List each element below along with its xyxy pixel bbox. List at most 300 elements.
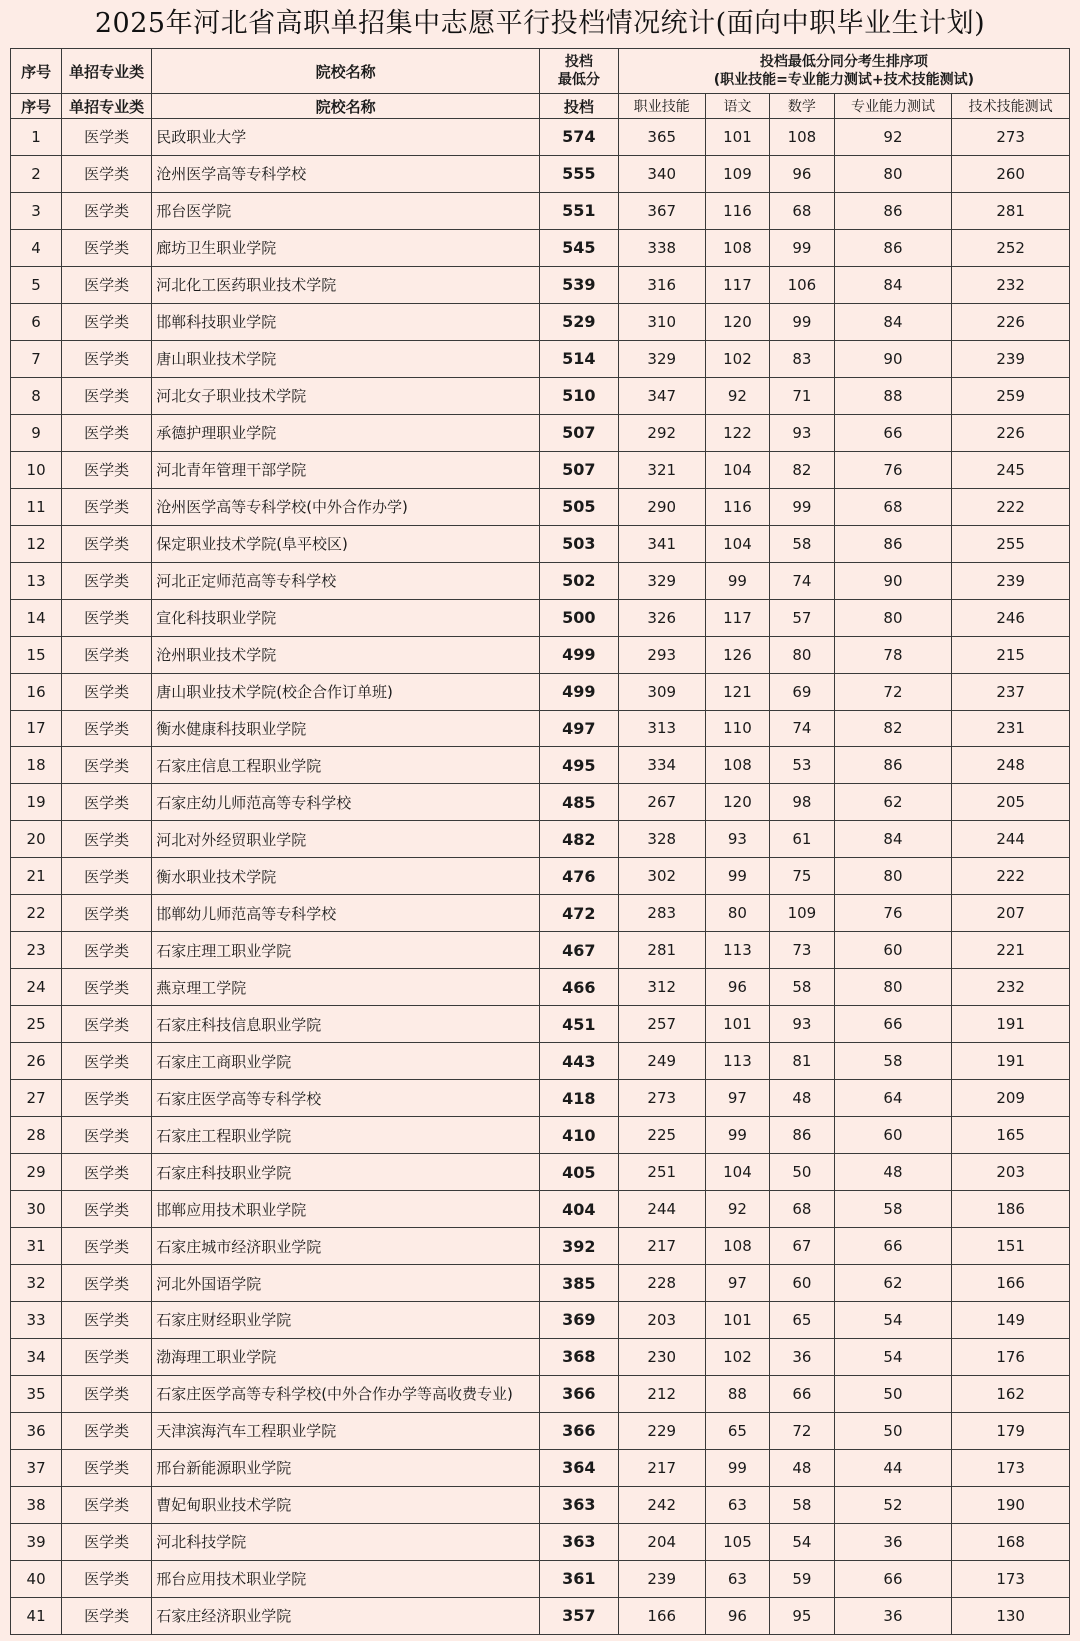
cell-category: 医学类 (62, 636, 152, 673)
cell-tech-test: 149 (952, 1302, 1070, 1339)
cell-tech-test: 165 (952, 1117, 1070, 1154)
table-row (11, 303, 1070, 340)
cell-math: 99 (770, 303, 834, 340)
cell-ability-test: 68 (834, 488, 952, 525)
cell-seq: 33 (11, 1302, 62, 1339)
cell-vocational-skill: 203 (618, 1302, 705, 1339)
cell-school: 石家庄工程职业学院 (152, 1117, 540, 1154)
cell-seq: 37 (11, 1449, 62, 1486)
cell-vocational-skill: 212 (618, 1375, 705, 1412)
cell-vocational-skill: 273 (618, 1080, 705, 1117)
cell-lowest-score: 507 (539, 414, 618, 451)
cell-ability-test: 36 (834, 1597, 952, 1634)
cell-ability-test: 66 (834, 414, 952, 451)
table-row (11, 636, 1070, 673)
cell-ability-test: 58 (834, 1043, 952, 1080)
cell-vocational-skill: 281 (618, 932, 705, 969)
cell-lowest-score: 497 (539, 710, 618, 747)
table-body (11, 119, 1070, 1635)
cell-math: 108 (770, 119, 834, 156)
cell-seq: 16 (11, 673, 62, 710)
cell-chinese: 108 (705, 1228, 769, 1265)
cell-math: 48 (770, 1449, 834, 1486)
cell-school: 廊坊卫生职业学院 (152, 229, 540, 266)
table-row (11, 1302, 1070, 1339)
cell-tech-test: 231 (952, 710, 1070, 747)
tiebreak-group-title: 投档最低分同分考生排序项 (759, 54, 928, 70)
cell-category: 医学类 (62, 1523, 152, 1560)
cell-seq: 13 (11, 562, 62, 599)
cell-lowest-score: 482 (539, 821, 618, 858)
cell-tech-test: 222 (952, 488, 1070, 525)
cell-category: 医学类 (62, 599, 152, 636)
cell-tech-test: 237 (952, 673, 1070, 710)
table-row (11, 821, 1070, 858)
cell-ability-test: 66 (834, 1228, 952, 1265)
table-row (11, 1412, 1070, 1449)
cell-tech-test: 207 (952, 895, 1070, 932)
cell-ability-test: 62 (834, 784, 952, 821)
cell-math: 67 (770, 1228, 834, 1265)
cell-school: 燕京理工学院 (152, 969, 540, 1006)
cell-lowest-score: 405 (539, 1154, 618, 1191)
cell-category: 医学类 (62, 1117, 152, 1154)
cell-vocational-skill: 242 (618, 1486, 705, 1523)
cell-seq: 14 (11, 599, 62, 636)
cell-vocational-skill: 321 (618, 451, 705, 488)
cell-ability-test: 86 (834, 747, 952, 784)
cell-seq: 29 (11, 1154, 62, 1191)
cell-lowest-score: 529 (539, 303, 618, 340)
table-row (11, 1080, 1070, 1117)
table-row (11, 119, 1070, 156)
cell-school: 河北外国语学院 (152, 1265, 540, 1302)
cell-ability-test: 84 (834, 266, 952, 303)
cell-category: 医学类 (62, 1265, 152, 1302)
cell-tech-test: 162 (952, 1375, 1070, 1412)
cell-category: 医学类 (62, 1302, 152, 1339)
cell-seq: 1 (11, 119, 62, 156)
cell-math: 54 (770, 1523, 834, 1560)
table-row (11, 710, 1070, 747)
col-header-seq: 序号 (11, 49, 62, 94)
cell-tech-test: 166 (952, 1265, 1070, 1302)
table-row (11, 1154, 1070, 1191)
cell-school: 河北女子职业技术学院 (152, 377, 540, 414)
cell-seq: 26 (11, 1043, 62, 1080)
cell-category: 医学类 (62, 303, 152, 340)
cell-math: 58 (770, 1486, 834, 1523)
cell-math: 95 (770, 1597, 834, 1634)
table-row (11, 525, 1070, 562)
cell-category: 医学类 (62, 562, 152, 599)
cell-vocational-skill: 309 (618, 673, 705, 710)
cell-lowest-score: 366 (539, 1412, 618, 1449)
cell-category: 医学类 (62, 1597, 152, 1634)
cell-school: 邯郸幼儿师范高等专科学校 (152, 895, 540, 932)
cell-school: 河北科技学院 (152, 1523, 540, 1560)
cell-seq: 5 (11, 266, 62, 303)
cell-ability-test: 90 (834, 562, 952, 599)
cell-lowest-score: 357 (539, 1597, 618, 1634)
cell-ability-test: 80 (834, 599, 952, 636)
cell-ability-test: 62 (834, 1265, 952, 1302)
cell-vocational-skill: 326 (618, 599, 705, 636)
cell-seq: 38 (11, 1486, 62, 1523)
subheader-seq: 序号 (11, 94, 62, 119)
cell-school: 邢台医学院 (152, 192, 540, 229)
cell-seq: 11 (11, 488, 62, 525)
cell-school: 河北青年管理干部学院 (152, 451, 540, 488)
cell-school: 石家庄幼儿师范高等专科学校 (152, 784, 540, 821)
cell-ability-test: 80 (834, 969, 952, 1006)
cell-vocational-skill: 329 (618, 562, 705, 599)
cell-math: 99 (770, 488, 834, 525)
subheader-ability: 专业能力测试 (834, 94, 952, 119)
cell-seq: 36 (11, 1412, 62, 1449)
cell-ability-test: 60 (834, 1117, 952, 1154)
cell-ability-test: 54 (834, 1302, 952, 1339)
cell-lowest-score: 363 (539, 1486, 618, 1523)
cell-lowest-score: 551 (539, 192, 618, 229)
cell-ability-test: 88 (834, 377, 952, 414)
cell-lowest-score: 555 (539, 155, 618, 192)
cell-category: 医学类 (62, 710, 152, 747)
cell-category: 医学类 (62, 1338, 152, 1375)
table-row (11, 1338, 1070, 1375)
table-row (11, 747, 1070, 784)
cell-category: 医学类 (62, 969, 152, 1006)
cell-math: 65 (770, 1302, 834, 1339)
cell-chinese: 99 (705, 1449, 769, 1486)
cell-chinese: 88 (705, 1375, 769, 1412)
table-row (11, 858, 1070, 895)
subheader-school: 院校名称 (152, 94, 540, 119)
cell-math: 68 (770, 192, 834, 229)
cell-vocational-skill: 239 (618, 1560, 705, 1597)
cell-ability-test: 86 (834, 229, 952, 266)
cell-seq: 18 (11, 747, 62, 784)
cell-tech-test: 173 (952, 1449, 1070, 1486)
cell-school: 邢台新能源职业学院 (152, 1449, 540, 1486)
cell-chinese: 96 (705, 1597, 769, 1634)
cell-tech-test: 281 (952, 192, 1070, 229)
cell-seq: 39 (11, 1523, 62, 1560)
cell-chinese: 110 (705, 710, 769, 747)
cell-school: 衡水职业技术学院 (152, 858, 540, 895)
cell-vocational-skill: 340 (618, 155, 705, 192)
cell-chinese: 102 (705, 340, 769, 377)
cell-ability-test: 84 (834, 303, 952, 340)
cell-math: 74 (770, 710, 834, 747)
cell-chinese: 116 (705, 488, 769, 525)
cell-tech-test: 232 (952, 266, 1070, 303)
cell-vocational-skill: 313 (618, 710, 705, 747)
cell-math: 59 (770, 1560, 834, 1597)
cell-lowest-score: 366 (539, 1375, 618, 1412)
cell-ability-test: 58 (834, 1191, 952, 1228)
table-row (11, 895, 1070, 932)
cell-seq: 2 (11, 155, 62, 192)
cell-chinese: 109 (705, 155, 769, 192)
table-row (11, 599, 1070, 636)
table-row (11, 784, 1070, 821)
cell-math: 80 (770, 636, 834, 673)
cell-chinese: 101 (705, 1302, 769, 1339)
cell-ability-test: 86 (834, 192, 952, 229)
cell-school: 沧州职业技术学院 (152, 636, 540, 673)
cell-vocational-skill: 251 (618, 1154, 705, 1191)
cell-tech-test: 205 (952, 784, 1070, 821)
cell-vocational-skill: 228 (618, 1265, 705, 1302)
cell-chinese: 104 (705, 1154, 769, 1191)
cell-tech-test: 239 (952, 340, 1070, 377)
cell-tech-test: 222 (952, 858, 1070, 895)
cell-category: 医学类 (62, 266, 152, 303)
cell-vocational-skill: 225 (618, 1117, 705, 1154)
cell-category: 医学类 (62, 1191, 152, 1228)
cell-category: 医学类 (62, 1375, 152, 1412)
cell-chinese: 102 (705, 1338, 769, 1375)
subheader-tech: 技术技能测试 (952, 94, 1070, 119)
subheader-chinese: 语文 (705, 94, 769, 119)
cell-tech-test: 239 (952, 562, 1070, 599)
cell-category: 医学类 (62, 673, 152, 710)
cell-lowest-score: 404 (539, 1191, 618, 1228)
table-row (11, 969, 1070, 1006)
cell-lowest-score: 505 (539, 488, 618, 525)
cell-lowest-score: 467 (539, 932, 618, 969)
cell-category: 医学类 (62, 1043, 152, 1080)
cell-lowest-score: 539 (539, 266, 618, 303)
col-header-lowest (539, 49, 618, 94)
cell-lowest-score: 507 (539, 451, 618, 488)
cell-ability-test: 72 (834, 673, 952, 710)
cell-ability-test: 66 (834, 1006, 952, 1043)
cell-lowest-score: 410 (539, 1117, 618, 1154)
table-row (11, 1006, 1070, 1043)
cell-category: 医学类 (62, 1154, 152, 1191)
cell-lowest-score: 495 (539, 747, 618, 784)
cell-lowest-score: 385 (539, 1265, 618, 1302)
cell-seq: 19 (11, 784, 62, 821)
cell-seq: 30 (11, 1191, 62, 1228)
tiebreak-group-note: (职业技能=专业能力测试+技术技能测试) (713, 72, 974, 88)
cell-lowest-score: 499 (539, 673, 618, 710)
cell-category: 医学类 (62, 229, 152, 266)
cell-vocational-skill: 230 (618, 1338, 705, 1375)
subheader-math: 数学 (770, 94, 834, 119)
cell-school: 石家庄财经职业学院 (152, 1302, 540, 1339)
cell-vocational-skill: 367 (618, 192, 705, 229)
cell-chinese: 113 (705, 1043, 769, 1080)
cell-tech-test: 246 (952, 599, 1070, 636)
table-row (11, 155, 1070, 192)
cell-seq: 28 (11, 1117, 62, 1154)
cell-math: 93 (770, 414, 834, 451)
cell-lowest-score: 363 (539, 1523, 618, 1560)
page-title: 2025年河北省高职单招集中志愿平行投档情况统计(面向中职毕业生计划) (94, 8, 986, 39)
col-header-lowest-line1: 投档 (564, 54, 593, 70)
cell-seq: 12 (11, 525, 62, 562)
table-row (11, 340, 1070, 377)
cell-tech-test: 226 (952, 303, 1070, 340)
cell-category: 医学类 (62, 155, 152, 192)
cell-seq: 34 (11, 1338, 62, 1375)
cell-tech-test: 130 (952, 1597, 1070, 1634)
cell-category: 医学类 (62, 192, 152, 229)
cell-lowest-score: 451 (539, 1006, 618, 1043)
cell-lowest-score: 574 (539, 119, 618, 156)
cell-chinese: 120 (705, 303, 769, 340)
cell-lowest-score: 514 (539, 340, 618, 377)
cell-school: 唐山职业技术学院(校企合作订单班) (152, 673, 540, 710)
table-row (11, 1191, 1070, 1228)
cell-school: 保定职业技术学院(阜平校区) (152, 525, 540, 562)
table-row (11, 192, 1070, 229)
cell-ability-test: 84 (834, 821, 952, 858)
cell-category: 医学类 (62, 1560, 152, 1597)
cell-chinese: 97 (705, 1265, 769, 1302)
cell-vocational-skill: 292 (618, 414, 705, 451)
cell-tech-test: 260 (952, 155, 1070, 192)
cell-vocational-skill: 302 (618, 858, 705, 895)
cell-lowest-score: 545 (539, 229, 618, 266)
cell-school: 石家庄经济职业学院 (152, 1597, 540, 1634)
cell-tech-test: 232 (952, 969, 1070, 1006)
col-header-school: 院校名称 (152, 49, 540, 94)
cell-math: 106 (770, 266, 834, 303)
subheader-skill: 职业技能 (618, 94, 705, 119)
cell-tech-test: 173 (952, 1560, 1070, 1597)
cell-school: 沧州医学高等专科学校 (152, 155, 540, 192)
cell-math: 36 (770, 1338, 834, 1375)
table-row (11, 1265, 1070, 1302)
cell-chinese: 108 (705, 747, 769, 784)
cell-chinese: 92 (705, 1191, 769, 1228)
cell-school: 唐山职业技术学院 (152, 340, 540, 377)
cell-chinese: 121 (705, 673, 769, 710)
cell-category: 医学类 (62, 340, 152, 377)
cell-vocational-skill: 204 (618, 1523, 705, 1560)
cell-vocational-skill: 347 (618, 377, 705, 414)
cell-school: 邯郸应用技术职业学院 (152, 1191, 540, 1228)
cell-lowest-score: 418 (539, 1080, 618, 1117)
cell-ability-test: 86 (834, 525, 952, 562)
cell-school: 石家庄城市经济职业学院 (152, 1228, 540, 1265)
cell-seq: 40 (11, 1560, 62, 1597)
cell-chinese: 117 (705, 599, 769, 636)
cell-ability-test: 50 (834, 1412, 952, 1449)
cell-seq: 20 (11, 821, 62, 858)
cell-vocational-skill: 310 (618, 303, 705, 340)
cell-math: 61 (770, 821, 834, 858)
cell-vocational-skill: 334 (618, 747, 705, 784)
cell-category: 医学类 (62, 932, 152, 969)
cell-category: 医学类 (62, 1006, 152, 1043)
cell-math: 58 (770, 525, 834, 562)
cell-seq: 35 (11, 1375, 62, 1412)
cell-vocational-skill: 229 (618, 1412, 705, 1449)
cell-tech-test: 191 (952, 1006, 1070, 1043)
cell-chinese: 122 (705, 414, 769, 451)
cell-vocational-skill: 293 (618, 636, 705, 673)
cell-ability-test: 60 (834, 932, 952, 969)
cell-chinese: 117 (705, 266, 769, 303)
cell-ability-test: 82 (834, 710, 952, 747)
col-header-lowest-line2: 最低分 (557, 72, 600, 88)
cell-school: 石家庄科技信息职业学院 (152, 1006, 540, 1043)
cell-math: 81 (770, 1043, 834, 1080)
cell-lowest-score: 500 (539, 599, 618, 636)
cell-seq: 10 (11, 451, 62, 488)
cell-ability-test: 54 (834, 1338, 952, 1375)
table-row (11, 562, 1070, 599)
cell-math: 86 (770, 1117, 834, 1154)
cell-chinese: 65 (705, 1412, 769, 1449)
table-row (11, 229, 1070, 266)
cell-math: 53 (770, 747, 834, 784)
cell-math: 96 (770, 155, 834, 192)
cell-category: 医学类 (62, 1080, 152, 1117)
cell-vocational-skill: 316 (618, 266, 705, 303)
cell-chinese: 101 (705, 119, 769, 156)
cell-ability-test: 76 (834, 451, 952, 488)
cell-school: 石家庄科技职业学院 (152, 1154, 540, 1191)
table-row (11, 1043, 1070, 1080)
cell-vocational-skill: 249 (618, 1043, 705, 1080)
cell-tech-test: 190 (952, 1486, 1070, 1523)
cell-lowest-score: 364 (539, 1449, 618, 1486)
cell-category: 医学类 (62, 488, 152, 525)
cell-vocational-skill: 329 (618, 340, 705, 377)
cell-school: 石家庄医学高等专科学校 (152, 1080, 540, 1117)
cell-tech-test: 191 (952, 1043, 1070, 1080)
cell-lowest-score: 510 (539, 377, 618, 414)
cell-school: 河北对外经贸职业学院 (152, 821, 540, 858)
cell-tech-test: 179 (952, 1412, 1070, 1449)
table-row (11, 377, 1070, 414)
cell-school: 宣化科技职业学院 (152, 599, 540, 636)
table-row (11, 451, 1070, 488)
cell-vocational-skill: 290 (618, 488, 705, 525)
cell-vocational-skill: 267 (618, 784, 705, 821)
cell-seq: 8 (11, 377, 62, 414)
cell-category: 医学类 (62, 1228, 152, 1265)
cell-math: 74 (770, 562, 834, 599)
table-row (11, 1228, 1070, 1265)
cell-chinese: 99 (705, 858, 769, 895)
cell-school: 衡水健康科技职业学院 (152, 710, 540, 747)
cell-category: 医学类 (62, 895, 152, 932)
table-row (11, 673, 1070, 710)
header-row-secondary (11, 94, 1070, 119)
cell-lowest-score: 485 (539, 784, 618, 821)
cell-school: 石家庄信息工程职业学院 (152, 747, 540, 784)
cell-chinese: 96 (705, 969, 769, 1006)
cell-math: 93 (770, 1006, 834, 1043)
cell-ability-test: 92 (834, 119, 952, 156)
cell-school: 石家庄理工职业学院 (152, 932, 540, 969)
cell-seq: 9 (11, 414, 62, 451)
cell-chinese: 120 (705, 784, 769, 821)
table-row (11, 1486, 1070, 1523)
cell-math: 109 (770, 895, 834, 932)
cell-chinese: 63 (705, 1560, 769, 1597)
cell-math: 99 (770, 229, 834, 266)
table-row (11, 414, 1070, 451)
cell-chinese: 63 (705, 1486, 769, 1523)
